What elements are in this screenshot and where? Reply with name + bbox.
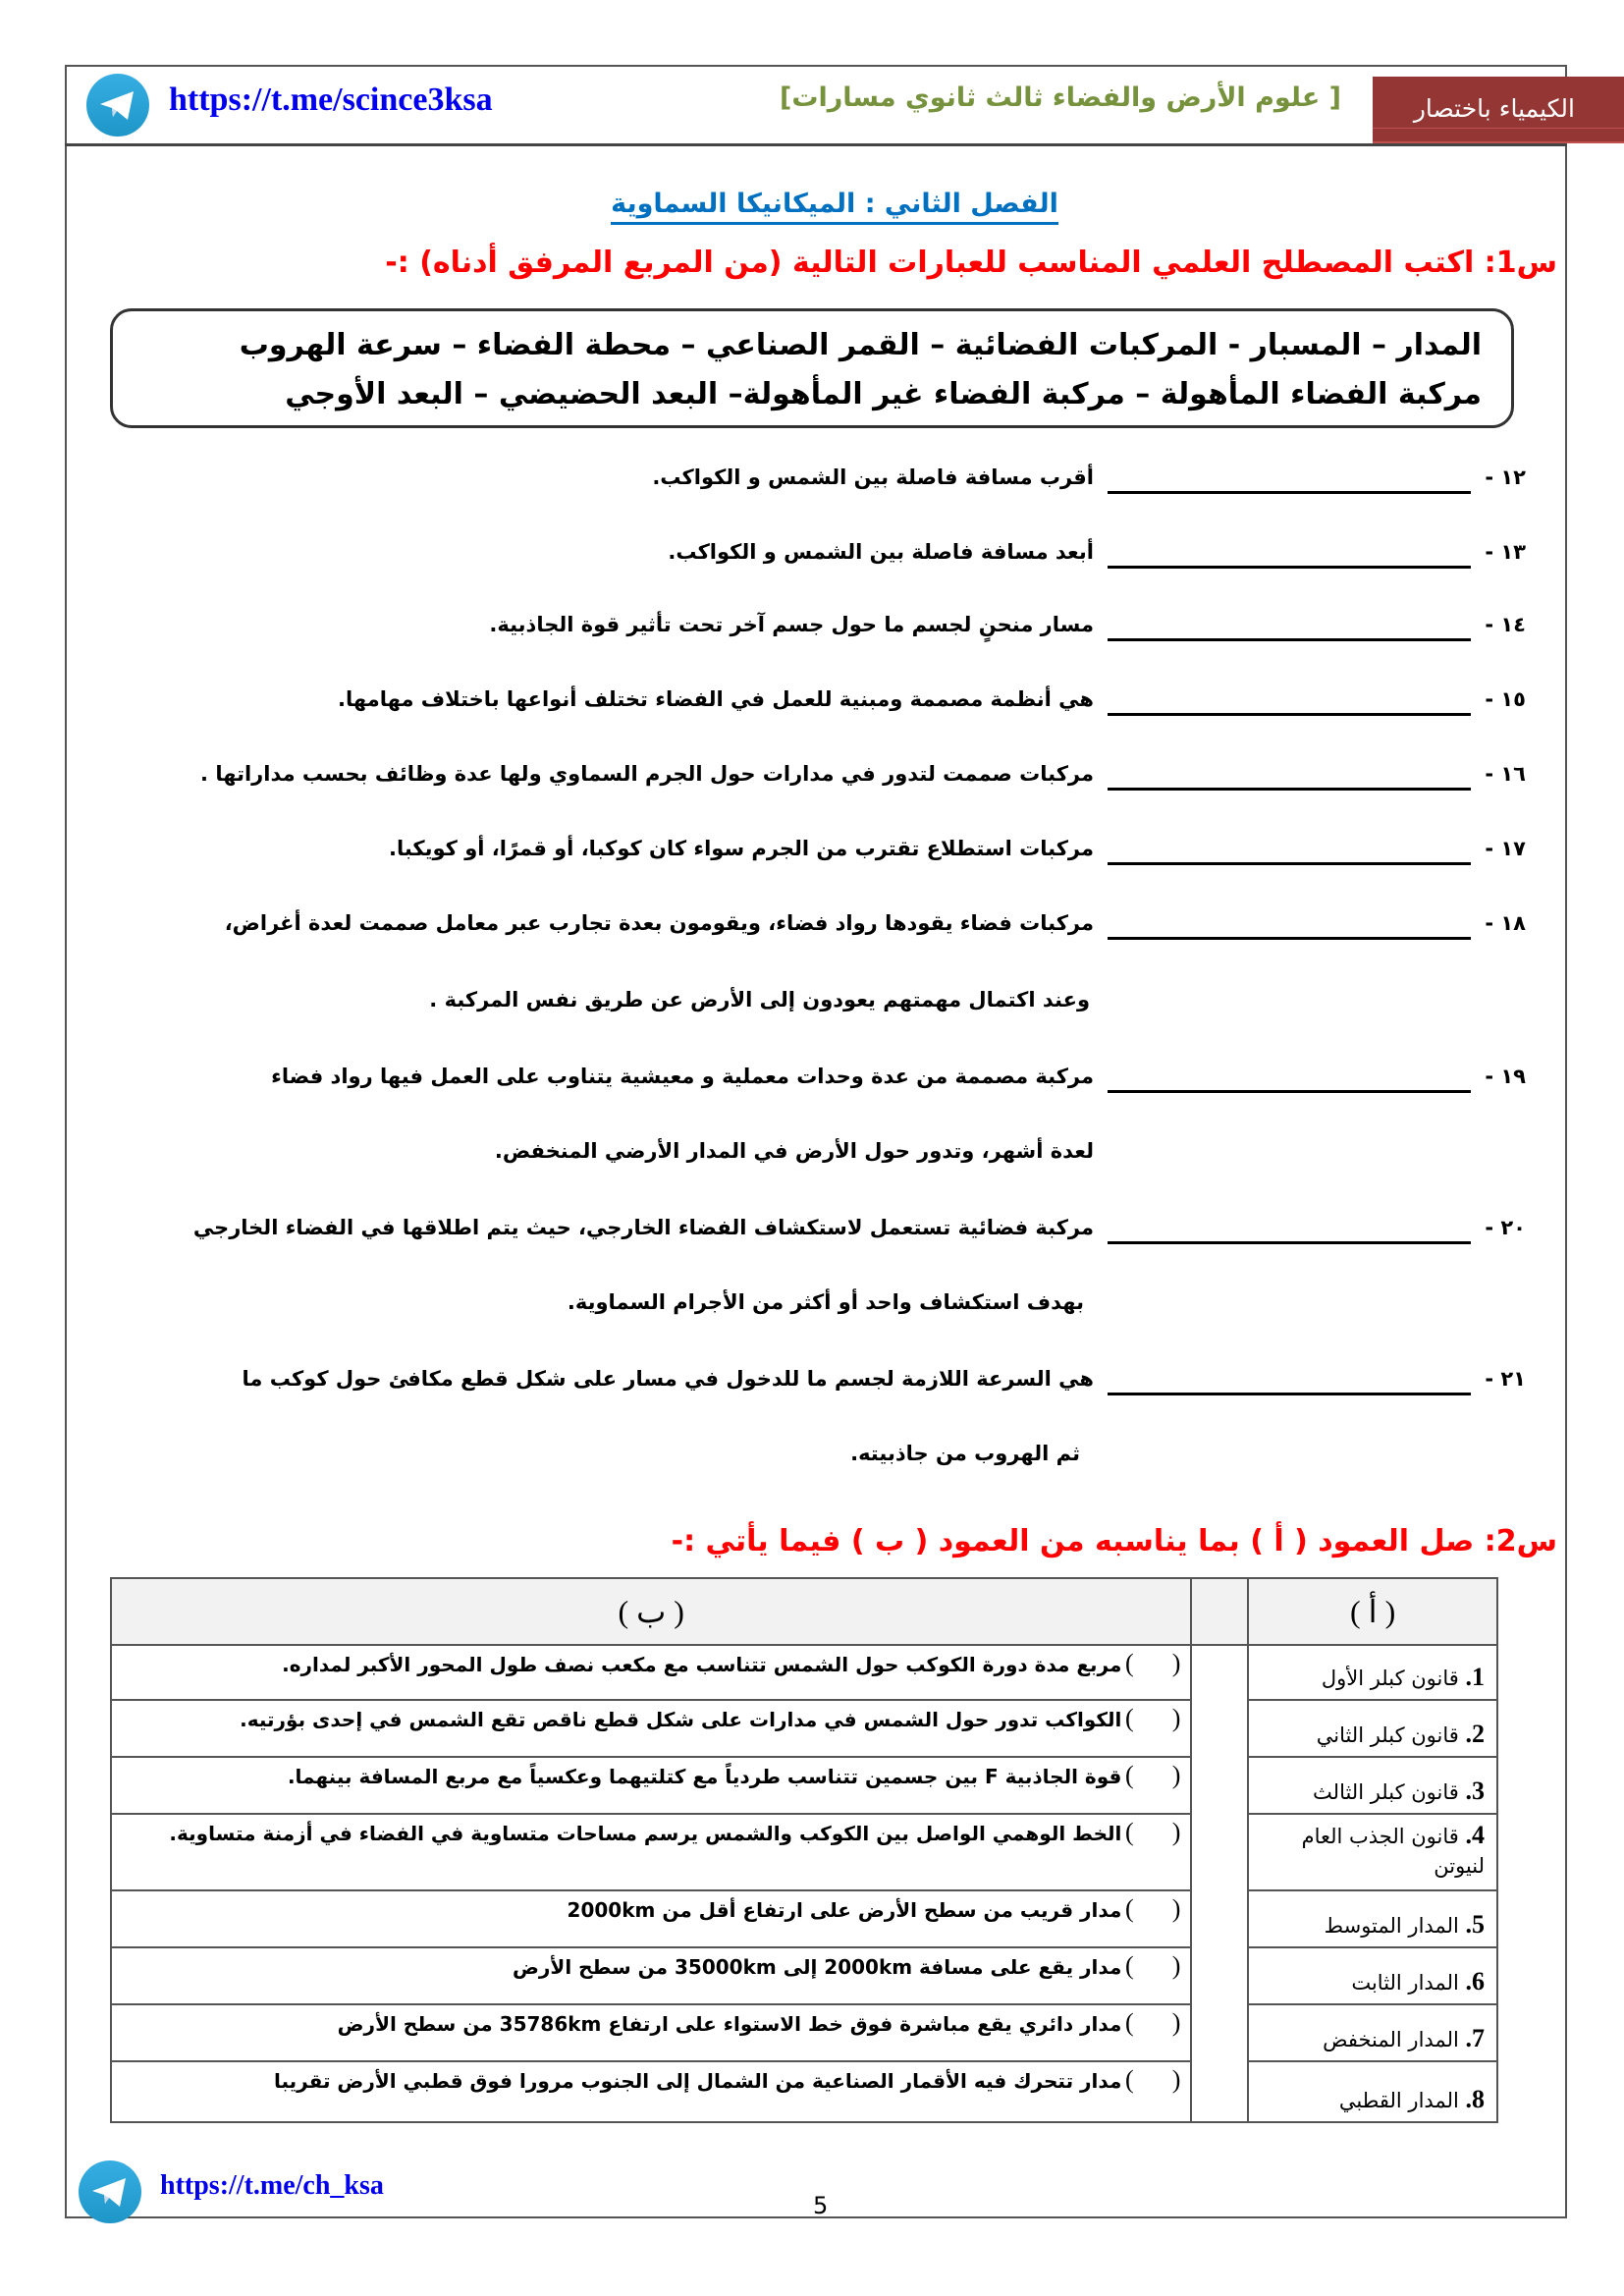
question-1-title: س1: اكتب المصطلح العلمي المناسب للعبارات التالية (من المربع المرفق أدناه) :- bbox=[385, 246, 1557, 280]
telegram-icon[interactable] bbox=[79, 2160, 141, 2223]
answer-blank[interactable] bbox=[1108, 937, 1471, 940]
telegram-channel-link[interactable]: https://t.me/scince3ksa bbox=[169, 82, 493, 118]
brand-text: الكيمياء باختصار bbox=[1413, 94, 1575, 123]
table-row bbox=[111, 2061, 1497, 2122]
answer-column[interactable] bbox=[1191, 1645, 1248, 2122]
answer-blank[interactable] bbox=[1108, 1393, 1471, 1395]
item-text: أبعد مسافة فاصلة بين الشمس و الكواكب. bbox=[668, 540, 1094, 564]
column-a-cell bbox=[1248, 1700, 1497, 1757]
item-number: ١٤ - bbox=[1485, 613, 1526, 636]
item-text-continued: لعدة أشهر، وتدور حول الأرض في المدار الأرضي المنخفض. bbox=[494, 1139, 1094, 1163]
item-number: ١٣ - bbox=[1485, 540, 1526, 564]
table-header-row bbox=[111, 1578, 1497, 1645]
column-b-header: ( ب ) bbox=[111, 1578, 1191, 1645]
item-text: مركبة فضائية تستعمل لاستكشاف الفضاء الخارجي، حيث يتم اطلاقها في الفضاء الخارجي bbox=[192, 1216, 1094, 1239]
column-b-cell bbox=[111, 1947, 1191, 2004]
terms-box bbox=[110, 308, 1514, 428]
definition: مربع مدة دورة الكوكب حول الشمس تتناسب مع مكعب نصف طول المحور الأكبر لمداره. bbox=[282, 1653, 1122, 1676]
row-number: 1. bbox=[1465, 1663, 1485, 1691]
item-number: ١٧ - bbox=[1485, 837, 1526, 860]
item-number: ١٨ - bbox=[1485, 911, 1526, 935]
page-number: 5 bbox=[813, 2192, 829, 2219]
item-number: ١٢ - bbox=[1485, 465, 1526, 489]
answer-paren[interactable]: ( ) bbox=[1125, 1894, 1181, 1923]
item-number: ١٩ - bbox=[1485, 1065, 1526, 1088]
term: قانون كبلر الثاني bbox=[1316, 1723, 1459, 1747]
term: المدار المتوسط bbox=[1324, 1914, 1459, 1938]
column-b-cell bbox=[111, 1700, 1191, 1757]
definition: الكواكب تدور حول الشمس في مدارات على شكل قطع ناقص تقع الشمس في إحدى بؤرتيه. bbox=[240, 1708, 1122, 1731]
item-number: ٢٠ - bbox=[1485, 1216, 1526, 1239]
column-a-cell bbox=[1248, 2004, 1497, 2061]
matching-table bbox=[110, 1577, 1498, 2123]
row-number: 6. bbox=[1465, 1967, 1485, 1995]
chapter-title-text: الفصل الثاني : الميكانيكا السماوية bbox=[611, 189, 1058, 225]
definition: مدار يقع على مسافة 2000km إلى 35000km من سطح الأرض bbox=[513, 1955, 1122, 1979]
column-b-cell bbox=[111, 1645, 1191, 1700]
column-a-cell bbox=[1248, 1757, 1497, 1814]
item-text: مركبة مصممة من عدة وحدات معملية و معيشية يتناوب على العمل فيها رواد فضاء bbox=[271, 1065, 1094, 1088]
page-header bbox=[65, 65, 1575, 145]
term: المدار الثابت bbox=[1351, 1971, 1459, 1995]
row-number: 5. bbox=[1465, 1910, 1485, 1939]
answer-blank[interactable] bbox=[1108, 862, 1471, 865]
column-a-cell bbox=[1248, 2061, 1497, 2122]
item-text: مركبات صممت لتدور في مدارات حول الجرم السماوي ولها عدة وظائف بحسب مداراتها . bbox=[200, 762, 1094, 786]
row-number: 4. bbox=[1465, 1821, 1485, 1849]
definition: مدار قريب من سطح الأرض على ارتفاع أقل من 2000km bbox=[567, 1898, 1122, 1922]
item-text-continued: بهدف استكشاف واحد أو أكثر من الأجرام السماوية. bbox=[567, 1290, 1084, 1314]
answer-paren[interactable]: ( ) bbox=[1125, 2008, 1181, 2037]
item-text: هي أنظمة مصممة ومبنية للعمل في الفضاء تختلف أنواعها باختلاف مهامها. bbox=[337, 687, 1094, 711]
column-b-cell bbox=[111, 2004, 1191, 2061]
table-row bbox=[111, 1757, 1497, 1814]
definition: قوة الجاذبية F بين جسمين تتناسب طردياً مع كتلتيهما وعكسياً مع مربع المسافة بينهما. bbox=[287, 1765, 1122, 1788]
row-number: 7. bbox=[1465, 2024, 1485, 2052]
subject-title: [ علوم الأرض والفضاء ثالث ثانوي مسارات] bbox=[780, 82, 1341, 113]
row-number: 8. bbox=[1465, 2085, 1485, 2113]
column-a-cell bbox=[1248, 1890, 1497, 1947]
table-row bbox=[111, 1645, 1497, 1700]
answer-paren[interactable]: ( ) bbox=[1125, 1649, 1181, 1677]
table-row bbox=[111, 1890, 1497, 1947]
answer-paren[interactable]: ( ) bbox=[1125, 1704, 1181, 1732]
term: قانون الجذب العام لنيوتن bbox=[1301, 1825, 1485, 1878]
item-text: مركبات استطلاع تقترب من الجرم سواء كان كوكبا، أو قمرًا، أو كويكبا. bbox=[388, 837, 1094, 860]
answer-blank[interactable] bbox=[1108, 1241, 1471, 1244]
column-a-cell bbox=[1248, 1947, 1497, 2004]
column-b-cell bbox=[111, 2061, 1191, 2122]
definition: مدار تتحرك فيه الأقمار الصناعية من الشمال إلى الجنوب مرورا فوق قطبي الأرض تقريبا bbox=[273, 2069, 1122, 2093]
answer-blank[interactable] bbox=[1108, 788, 1471, 791]
item-text-continued: ثم الهروب من جاذبيته. bbox=[850, 1442, 1080, 1465]
term: المدار القطبي bbox=[1338, 2089, 1459, 2112]
row-number: 3. bbox=[1465, 1777, 1485, 1805]
item-number: ١٥ - bbox=[1485, 687, 1526, 711]
item-text: هي السرعة اللازمة لجسم ما للدخول في مسار على شكل قطع مكافئ حول كوكب ما bbox=[242, 1367, 1094, 1391]
brand-divider bbox=[1373, 128, 1624, 129]
terms-line-2: مركبة الفضاء المأهولة – مركبة الفضاء غير المأهولة– البعد الحضيضي – البعد الأوجي bbox=[285, 377, 1482, 411]
term: قانون كبلر الثالث bbox=[1313, 1780, 1459, 1804]
item-number: ١٦ - bbox=[1485, 762, 1526, 786]
chapter-title bbox=[589, 189, 1080, 219]
column-b-cell bbox=[111, 1814, 1191, 1890]
brand-banner bbox=[1373, 77, 1624, 143]
table-row bbox=[111, 1700, 1497, 1757]
answer-paren[interactable]: ( ) bbox=[1125, 1818, 1181, 1846]
column-a-cell bbox=[1248, 1814, 1497, 1890]
term: قانون كبلر الأول bbox=[1321, 1667, 1459, 1690]
row-number: 2. bbox=[1465, 1720, 1485, 1748]
table-row bbox=[111, 2004, 1497, 2061]
column-a-cell bbox=[1248, 1645, 1497, 1700]
column-a-header: ( أ ) bbox=[1248, 1578, 1497, 1645]
column-b-cell bbox=[111, 1890, 1191, 1947]
answer-paren[interactable]: ( ) bbox=[1125, 1761, 1181, 1789]
item-text: أقرب مسافة فاصلة بين الشمس و الكواكب. bbox=[652, 465, 1094, 489]
answer-blank[interactable] bbox=[1108, 566, 1471, 569]
answer-paren[interactable]: ( ) bbox=[1125, 1951, 1181, 1980]
item-number: ٢١ - bbox=[1485, 1367, 1526, 1391]
answer-column-header bbox=[1191, 1578, 1248, 1645]
header-divider bbox=[65, 143, 1567, 146]
definition: الخط الوهمي الواصل بين الكوكب والشمس يرسم مساحات متساوية في الفضاء في أزمنة متساوية. bbox=[169, 1822, 1122, 1845]
table-row bbox=[111, 1947, 1497, 2004]
question-2-title: س2: صل العمود ( أ ) بما يناسبه من العمود ( ب ) فيما يأتي :- bbox=[671, 1524, 1557, 1558]
terms-line-1: المدار – المسبار - المركبات الفضائية – القمر الصناعي – محطة الفضاء – سرعة الهروب bbox=[239, 328, 1482, 362]
item-text-continued: وعند اكتمال مهمتهم يعودون إلى الأرض عن طريق نفس المركبة . bbox=[429, 988, 1090, 1011]
column-b-cell bbox=[111, 1757, 1191, 1814]
answer-blank[interactable] bbox=[1108, 638, 1471, 641]
item-text: مركبات فضاء يقودها رواد فضاء، ويقومون بعدة تجارب عبر معامل صممت لعدة أغراض، bbox=[224, 911, 1094, 935]
definition: مدار دائري يقع مباشرة فوق خط الاستواء على ارتفاع 35786km من سطح الأرض bbox=[337, 2012, 1122, 2036]
table-row bbox=[111, 1814, 1497, 1890]
term: المدار المنخفض bbox=[1323, 2028, 1459, 2051]
answer-paren[interactable]: ( ) bbox=[1125, 2065, 1181, 2094]
answer-blank[interactable] bbox=[1108, 1090, 1471, 1093]
answer-blank[interactable] bbox=[1108, 713, 1471, 716]
telegram-icon[interactable] bbox=[86, 74, 149, 137]
item-text: مسار منحنٍ لجسم ما حول جسم آخر تحت تأثير قوة الجاذبية. bbox=[489, 613, 1094, 636]
telegram-footer-link[interactable]: https://t.me/ch_ksa bbox=[160, 2170, 384, 2201]
answer-blank[interactable] bbox=[1108, 491, 1471, 494]
